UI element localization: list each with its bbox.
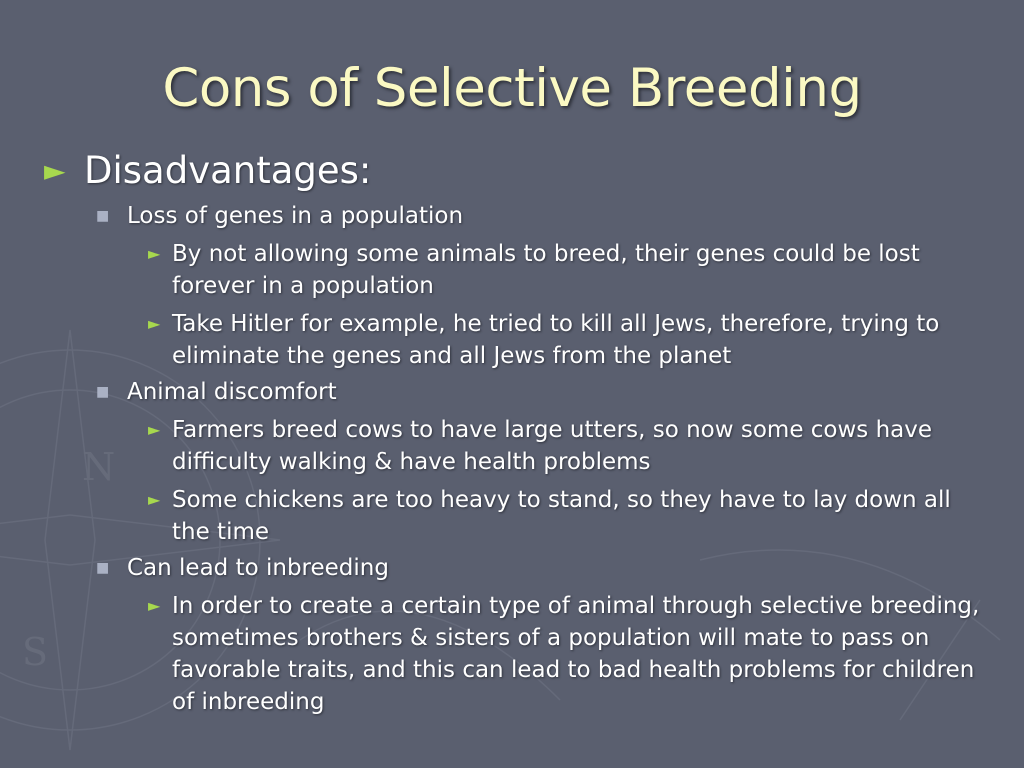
point-item [148, 484, 994, 548]
triangle-bullet-icon: ► [148, 314, 161, 333]
point-text: In order to create a certain type of animal through selective breeding, sometimes brothers & sisters of a population will mate to pass on favorable traits, and this can lead to bad health problems for children of inbreeding [172, 593, 980, 715]
point-item [148, 238, 994, 302]
svg-text:N: N [82, 445, 116, 489]
section-loss-of-genes [96, 200, 994, 232]
square-bullet-icon: ■ [96, 384, 110, 400]
section-label: Can lead to inbreeding [127, 555, 389, 581]
point-text: Farmers breed cows to have large utters, so now some cows have difficulty walking & have health problems [172, 417, 933, 475]
section-label: Loss of genes in a population [127, 203, 464, 229]
svg-text:S: S [22, 630, 49, 674]
point-item [148, 414, 994, 478]
triangle-bullet-icon: ► [44, 154, 66, 187]
section-animal-discomfort [96, 376, 994, 408]
triangle-bullet-icon: ► [148, 420, 161, 439]
point-text: By not allowing some animals to breed, their genes could be lost forever in a population [172, 241, 920, 299]
triangle-bullet-icon: ► [148, 596, 161, 615]
triangle-bullet-icon: ► [148, 244, 161, 263]
triangle-bullet-icon: ► [148, 490, 161, 509]
heading-disadvantages [44, 146, 994, 196]
point-item [148, 308, 994, 372]
point-text: Some chickens are too heavy to stand, so they have to lay down all the time [172, 487, 951, 545]
heading-text: Disadvantages: [84, 149, 372, 192]
section-inbreeding [96, 552, 994, 584]
square-bullet-icon: ■ [96, 208, 110, 224]
slide-content [44, 146, 994, 718]
point-text: Take Hitler for example, he tried to kill all Jews, therefore, trying to eliminate the genes and all Jews from the planet [172, 311, 940, 369]
square-bullet-icon: ■ [96, 560, 110, 576]
point-item [148, 590, 994, 718]
slide-title: Cons of Selective Breeding [162, 58, 862, 119]
section-label: Animal discomfort [127, 379, 337, 405]
